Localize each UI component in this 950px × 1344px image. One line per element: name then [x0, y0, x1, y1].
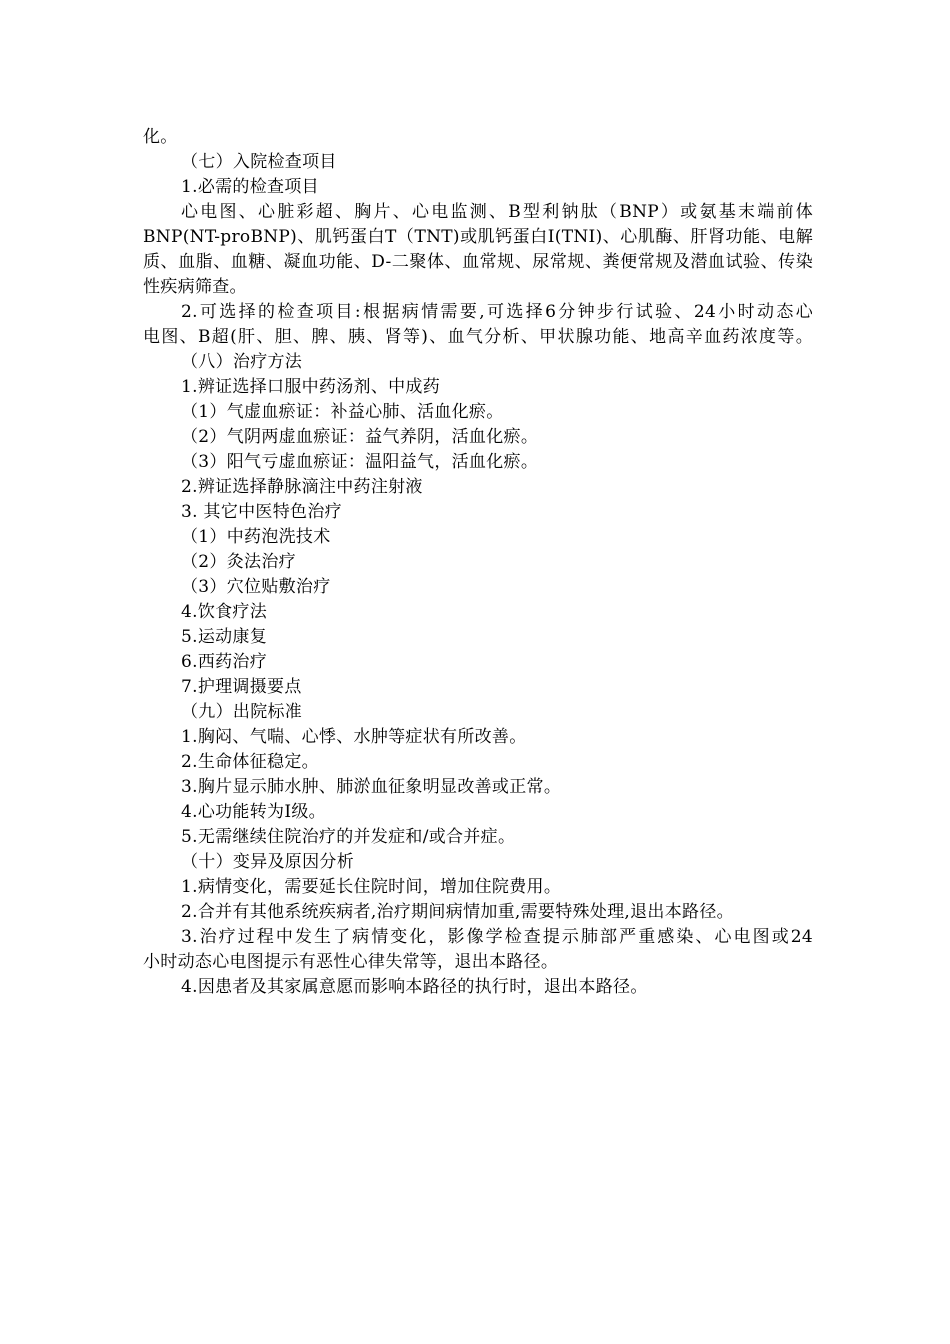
list-item: （1）中药泡洗技术 — [181, 527, 331, 547]
list-item: 5.运动康复 — [181, 627, 268, 647]
section-heading-7: （七）入院检查项目 — [181, 152, 337, 172]
list-item: 3.治疗过程中发生了病情变化，影像学检查提示肺部严重感染、心电图或24 — [181, 927, 813, 947]
list-item: 2.生命体征稳定。 — [181, 752, 319, 772]
paragraph-line: 小时动态心电图提示有恶性心律失常等，退出本路径。 — [143, 952, 559, 972]
list-item: 4.饮食疗法 — [181, 602, 268, 622]
paragraph-line: 电图、B超(肝、胆、脾、胰、肾等)、血气分析、甲状腺功能、地高辛血药浓度等。 — [143, 327, 813, 347]
list-item: 3. 其它中医特色治疗 — [181, 502, 342, 522]
list-item: 7.护理调摄要点 — [181, 677, 302, 697]
list-item: 3.胸片显示肺水肿、肺淤血征象明显改善或正常。 — [181, 777, 562, 797]
list-item: 2.辨证选择静脉滴注中药注射液 — [181, 477, 423, 497]
paragraph-line: BNP(NT-proBNP)、肌钙蛋白T（TNT)或肌钙蛋白I(TNI)、心肌酶、肝肾功能、电解 — [143, 227, 813, 247]
list-item: 2.合并有其他系统疾病者,治疗期间病情加重,需要特殊处理,退出本路径。 — [181, 902, 734, 922]
list-item: 1.胸闷、气喘、心悸、水肿等症状有所改善。 — [181, 727, 527, 747]
list-item: （2）气阴两虚血瘀证：益气养阴，活血化瘀。 — [181, 427, 539, 447]
paragraph-line: 2.可选择的检查项目:根据病情需要,可选择6分钟步行试验、24小时动态心 — [181, 302, 813, 322]
list-item: （2）灸法治疗 — [181, 552, 296, 572]
list-item: 4.因患者及其家属意愿而影响本路径的执行时，退出本路径。 — [181, 977, 648, 997]
paragraph-line: 质、血脂、血糖、凝血功能、D-二聚体、血常规、尿常规、粪便常规及潜血试验、传染 — [143, 252, 813, 272]
subheading-required-exams: 1.必需的检查项目 — [181, 177, 319, 197]
section-heading-10: （十）变异及原因分析 — [181, 852, 354, 872]
list-item: 1.辨证选择口服中药汤剂、中成药 — [181, 377, 441, 397]
list-item: 5.无需继续住院治疗的并发症和/或合并症。 — [181, 827, 516, 847]
list-item: （3）阳气亏虚血瘀证：温阳益气，活血化瘀。 — [181, 452, 539, 472]
paragraph-line: 心电图、心脏彩超、胸片、心电监测、B型利钠肽（BNP）或氨基末端前体 — [181, 202, 813, 222]
section-heading-9: （九）出院标准 — [181, 702, 303, 722]
list-item: （1）气虚血瘀证：补益心肺、活血化瘀。 — [181, 402, 504, 422]
paragraph-line: 性疾病筛查。 — [143, 277, 247, 297]
list-item: （3）穴位贴敷治疗 — [181, 577, 331, 597]
list-item: 6.西药治疗 — [181, 652, 268, 672]
list-item: 4.心功能转为I级。 — [181, 802, 326, 822]
text-line-continuation: 化。 — [143, 127, 178, 147]
list-item: 1.病情变化，需要延长住院时间，增加住院费用。 — [181, 877, 562, 897]
section-heading-8: （八）治疗方法 — [181, 352, 303, 372]
